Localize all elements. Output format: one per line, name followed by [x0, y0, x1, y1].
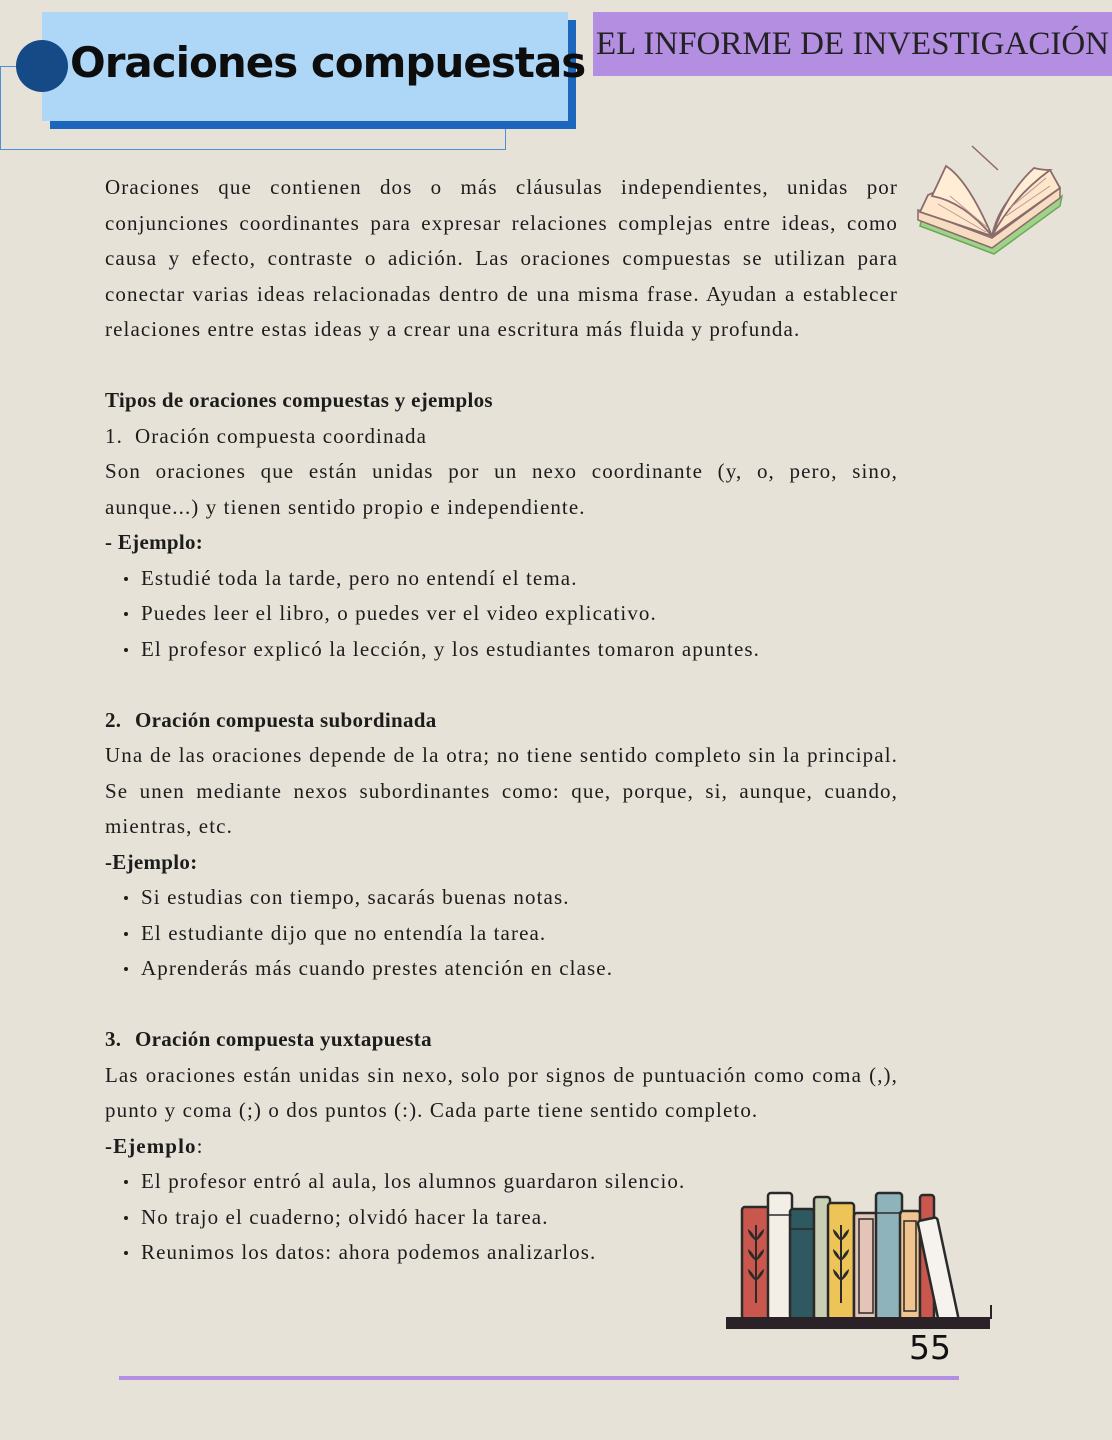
section-2-description: Una de las oraciones depende de la otra; no tiene sentido completo sin la principal. Se unen mediante nexos subordinantes como: que, porque, si, aunque, cuando, mientras, etc.	[105, 743, 898, 838]
main-content	[105, 170, 898, 1271]
bookshelf-icon	[722, 1185, 994, 1333]
open-book-icon	[910, 140, 1070, 255]
list-item: El estudiante dijo que no entendía la tarea.	[121, 916, 898, 952]
section-1-examples	[105, 561, 898, 668]
list-item: El profesor explicó la lección, y los estudiantes tomaron apuntes.	[121, 632, 898, 668]
section-1-description: Son oraciones que están unidas por un nexo coordinante (y, o, pero, sino, aunque...) y tienen sentido propio e independiente.	[105, 459, 898, 519]
section-3-example-label: -Ejemplo:	[105, 1133, 204, 1158]
list-item: Estudié toda la tarde, pero no entendí el tema.	[121, 561, 898, 597]
list-item: Reunimos los datos: ahora podemos analizarlos.	[121, 1235, 898, 1271]
section-1-example-label: - Ejemplo:	[105, 530, 204, 554]
section-1-heading: 1. Oración compuesta coordinada	[105, 423, 428, 448]
footer-divider	[119, 1376, 959, 1380]
section-2-examples	[105, 880, 898, 987]
section-3-heading: 3. Oración compuesta yuxtapuesta	[105, 1027, 432, 1051]
list-item: El profesor entró al aula, los alumnos guardaron silencio.	[121, 1164, 898, 1200]
section-tag	[593, 12, 1112, 76]
list-item: Aprenderás más cuando prestes atención en clase.	[121, 951, 898, 987]
section-tag-label: EL INFORME DE INVESTIGACIÓN	[596, 25, 1109, 62]
page-title: Oraciones compuestas	[70, 38, 586, 87]
section-2-example-label: -Ejemplo:	[105, 849, 198, 874]
list-item: No trajo el cuaderno; olvidó hacer la tarea.	[121, 1200, 898, 1236]
intro-paragraph: Oraciones que contienen dos o más cláusulas independientes, unidas por conjunciones coordinantes para expresar relaciones complejas entre ideas, como causa y efecto, contraste o adición. Las oraciones compuestas se utilizan para conectar varias ideas relacionadas dentro de una misma frase. Ayudan a establecer relaciones entre estas ideas y a crear una escritura más fluida y profunda.	[105, 175, 898, 341]
section-2-heading: 2. Oración compuesta subordinada	[105, 707, 437, 732]
section-3-description: Las oraciones están unidas sin nexo, solo por signos de puntuación como coma (,), punto y coma (;) o dos puntos (:). Cada parte tiene sentido completo.	[105, 1062, 898, 1122]
types-heading: Tipos de oraciones compuestas y ejemplos	[105, 388, 493, 412]
page-number: 55	[909, 1328, 951, 1367]
list-item: Si estudias con tiempo, sacarás buenas notas.	[121, 880, 898, 916]
list-item: Puedes leer el libro, o puedes ver el video explicativo.	[121, 596, 898, 632]
title-bullet-dot	[16, 40, 68, 92]
